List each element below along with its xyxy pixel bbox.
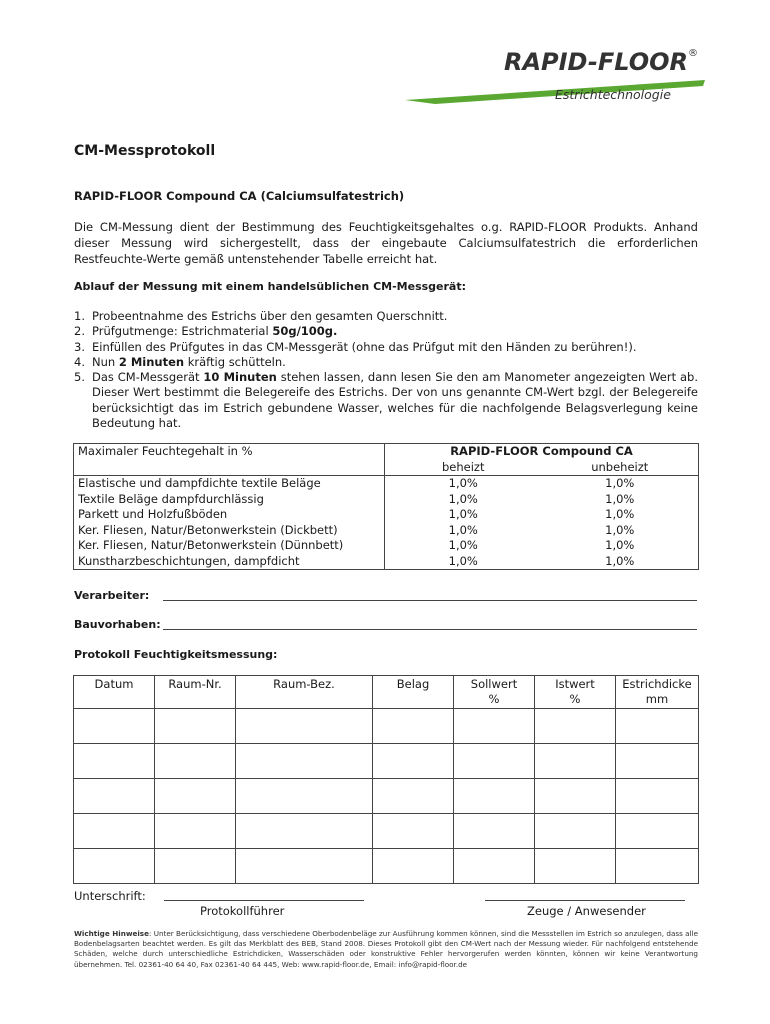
col-sollwert <box>454 676 535 709</box>
moisture-table <box>73 443 699 570</box>
protocol-cell[interactable] <box>74 779 155 814</box>
procedure-heading: Ablauf der Messung mit einem handelsüblichen CM-Messgerät: <box>74 280 466 293</box>
signature-caption-left: Protokollführer <box>200 904 285 918</box>
protocol-cell[interactable] <box>155 779 236 814</box>
protocol-cell[interactable] <box>535 779 616 814</box>
step-text: Einfüllen des Prüfgutes in das CM-Messgerät (ohne das Prüfgut mit den Händen zu berühren!). <box>92 339 637 354</box>
step-number: 5. <box>74 370 85 385</box>
step-number: 4. <box>74 354 85 369</box>
procedure-step <box>74 324 698 339</box>
col-label: Estrichdicke <box>622 677 692 691</box>
bauvorhaben-label: Bauvorhaben: <box>74 618 161 631</box>
protocol-cell[interactable] <box>74 849 155 884</box>
signature-line-left[interactable] <box>164 900 364 901</box>
moisture-row-values <box>385 476 698 492</box>
moisture-row-values <box>385 492 698 508</box>
value-heated: 1,0% <box>448 507 478 521</box>
moisture-row-label: Kunstharzbeschichtungen, dampfdicht <box>78 553 300 568</box>
signature-caption-right: Zeuge / Anwesender <box>527 904 646 918</box>
procedure-steps <box>74 309 698 431</box>
col-unit: mm <box>645 692 669 706</box>
signature-line-right[interactable] <box>485 900 685 901</box>
value-unheated: 1,0% <box>605 538 635 552</box>
intro-paragraph: Die CM-Messung dient der Bestimmung des Feuchtigkeitsgehaltes o.g. RAPID-FLOOR Produkts. Anhand dieser Messung wird sichergestellt, dass der eingebaute Calciumsulfatestrich die erforderlichen Restfeuchte-Werte gemäß untenstehender Tabelle erreicht hat. <box>74 220 698 266</box>
moisture-header-label: Maximaler Feuchtegehalt in % <box>74 444 385 476</box>
value-heated: 1,0% <box>448 538 478 552</box>
col-estrichdicke <box>616 676 699 709</box>
protocol-cell[interactable] <box>155 814 236 849</box>
step-number: 2. <box>74 324 85 339</box>
protocol-cell[interactable] <box>373 849 454 884</box>
protocol-cell[interactable] <box>616 709 699 744</box>
protocol-cell[interactable] <box>454 849 535 884</box>
procedure-step <box>74 309 698 324</box>
important-note <box>74 929 698 970</box>
step-number: 3. <box>74 339 85 354</box>
protocol-cell[interactable] <box>236 779 373 814</box>
protocol-heading: Protokoll Feuchtigkeitsmessung: <box>74 648 278 661</box>
moisture-table-body <box>74 476 699 570</box>
col-istwert <box>535 676 616 709</box>
step-text: kräftig schütteln. <box>184 354 286 369</box>
protocol-cell[interactable] <box>236 744 373 779</box>
protocol-cell[interactable] <box>454 744 535 779</box>
verarbeiter-label: Verarbeiter: <box>74 589 150 602</box>
protocol-cell[interactable] <box>155 709 236 744</box>
protocol-cell[interactable] <box>454 779 535 814</box>
protocol-cell[interactable] <box>236 849 373 884</box>
protocol-cell[interactable] <box>74 814 155 849</box>
verarbeiter-line[interactable] <box>163 600 697 601</box>
protocol-cell[interactable] <box>373 814 454 849</box>
col-label: Raum-Bez. <box>273 677 335 691</box>
moisture-header-product <box>385 444 699 476</box>
protocol-cell[interactable] <box>616 744 699 779</box>
value-unheated: 1,0% <box>605 553 635 568</box>
protocol-table-header <box>74 676 699 709</box>
protocol-cell[interactable] <box>236 814 373 849</box>
moisture-row-values <box>385 538 698 554</box>
col-heated: beheizt <box>442 459 485 474</box>
col-label: Datum <box>94 677 134 691</box>
moisture-table-header <box>74 444 699 476</box>
moisture-row-values <box>385 554 698 570</box>
protocol-row <box>74 814 699 849</box>
procedure-step <box>74 355 698 370</box>
value-unheated: 1,0% <box>605 491 635 506</box>
protocol-cell[interactable] <box>155 744 236 779</box>
protocol-cell[interactable] <box>535 849 616 884</box>
col-unheated: unbeheizt <box>591 459 649 474</box>
moisture-row-label: Ker. Fliesen, Natur/Betonwerkstein (Dünnbett) <box>78 538 344 552</box>
procedure-step <box>74 370 698 431</box>
col-label: Istwert <box>555 677 595 691</box>
value-heated: 1,0% <box>448 553 478 568</box>
moisture-labels <box>74 476 385 570</box>
moisture-row-values <box>385 523 698 539</box>
moisture-row-values <box>385 507 698 523</box>
step-bold: 10 Minuten <box>203 370 277 385</box>
document-title: CM-Messprotokoll <box>74 143 216 159</box>
step-text: Das CM-Messgerät <box>92 370 204 385</box>
protocol-cell[interactable] <box>74 744 155 779</box>
value-unheated: 1,0% <box>605 507 635 521</box>
value-unheated: 1,0% <box>605 522 635 537</box>
col-label: Raum-Nr. <box>168 677 222 691</box>
protocol-table <box>73 675 699 884</box>
moisture-row-label: Parkett und Holzfußböden <box>78 507 228 521</box>
value-heated: 1,0% <box>448 522 478 537</box>
protocol-cell[interactable] <box>616 779 699 814</box>
protocol-cell[interactable] <box>74 709 155 744</box>
step-bold: 2 Minuten <box>118 354 185 369</box>
col-raum-bez <box>236 676 373 709</box>
col-label: Belag <box>396 677 430 691</box>
protocol-cell[interactable] <box>373 779 454 814</box>
protocol-cell[interactable] <box>535 744 616 779</box>
logo-brand <box>504 48 698 76</box>
protocol-cell[interactable] <box>616 849 699 884</box>
note-text: : Unter Berücksichtigung, dass verschiedene Oberbodenbeläge zur Ausführung kommen können, sind die Messstellen im Estrich so anzulegen, dass alle Bodenbelagsarten beachtet werden. Es gilt das Merkblatt des BEB, Stand 2008. Dieses Protokoll gibt den CM-Wert nach der Messung wieder. Für nachfolgend entstehende Schäden, welche durch unterschiedliche Estrichdicken, Wasserschäden oder konstruktive Fehler hervorgerufen werden könnten, können wir keine Verantwortung übernehmen. Tel. 02361-40 64 40, Fax 02361-40 64 445, Web: www.rapid-floor.de, Email: info@rapid-floor.de <box>74 929 698 969</box>
protocol-row <box>74 744 699 779</box>
protocol-row <box>74 709 699 744</box>
col-label: Sollwert <box>470 677 518 691</box>
protocol-cell[interactable] <box>535 709 616 744</box>
step-text: Probeentnahme des Estrichs über den gesamten Querschnitt. <box>92 309 448 323</box>
col-unit: % <box>569 692 581 706</box>
logo-brand-name: RAPID-FLOOR <box>503 48 688 76</box>
protocol-cell[interactable] <box>373 709 454 744</box>
step-number: 1. <box>74 309 85 323</box>
step-text: stehen lassen, dann lesen Sie den am Manometer angezeigten Wert ab. Dieser Wert bestimmt die Belegereife des Estrichs. Der von uns genannte CM-Wert bzgl. der Belegereife berücksichtigt das im Estrich gebundene Wasser, welches für die nachfolgende Belagsverlegung keine Bedeutung hat. <box>92 370 698 431</box>
step-text: Nun <box>92 354 119 369</box>
protocol-cell[interactable] <box>616 814 699 849</box>
protocol-cell[interactable] <box>236 709 373 744</box>
protocol-cell[interactable] <box>454 709 535 744</box>
moisture-row-label: Ker. Fliesen, Natur/Betonwerkstein (Dickbett) <box>78 522 338 537</box>
note-lead: Wichtige Hinweise <box>74 929 149 938</box>
moisture-row-label: Elastische und dampfdichte textile Beläge <box>78 476 321 490</box>
col-raum-nr <box>155 676 236 709</box>
product-subtitle: RAPID-FLOOR Compound CA (Calciumsulfatestrich) <box>74 189 405 203</box>
moisture-row-label: Textile Beläge dampfdurchlässig <box>78 491 264 506</box>
logo-registered-mark: ® <box>688 48 698 59</box>
protocol-cell[interactable] <box>454 814 535 849</box>
protocol-cell[interactable] <box>155 849 236 884</box>
value-unheated: 1,0% <box>605 476 635 490</box>
col-belag <box>373 676 454 709</box>
value-heated: 1,0% <box>448 491 478 506</box>
col-unit: % <box>488 692 500 706</box>
step-text: Prüfgutmenge: Estrichmaterial <box>92 324 273 339</box>
bauvorhaben-line[interactable] <box>163 629 697 630</box>
value-heated: 1,0% <box>448 476 478 490</box>
logo-tagline: Estrichtechnologie <box>555 87 671 102</box>
product-name: RAPID-FLOOR Compound CA <box>450 444 633 458</box>
moisture-values <box>385 476 699 570</box>
step-bold: 50g/100g. <box>272 324 338 339</box>
protocol-cell[interactable] <box>373 744 454 779</box>
signature-label: Unterschrift: <box>74 889 146 903</box>
col-datum <box>74 676 155 709</box>
protocol-cell[interactable] <box>535 814 616 849</box>
moisture-subheader <box>385 460 698 476</box>
protocol-row <box>74 779 699 814</box>
procedure-step <box>74 340 698 355</box>
protocol-row <box>74 849 699 884</box>
